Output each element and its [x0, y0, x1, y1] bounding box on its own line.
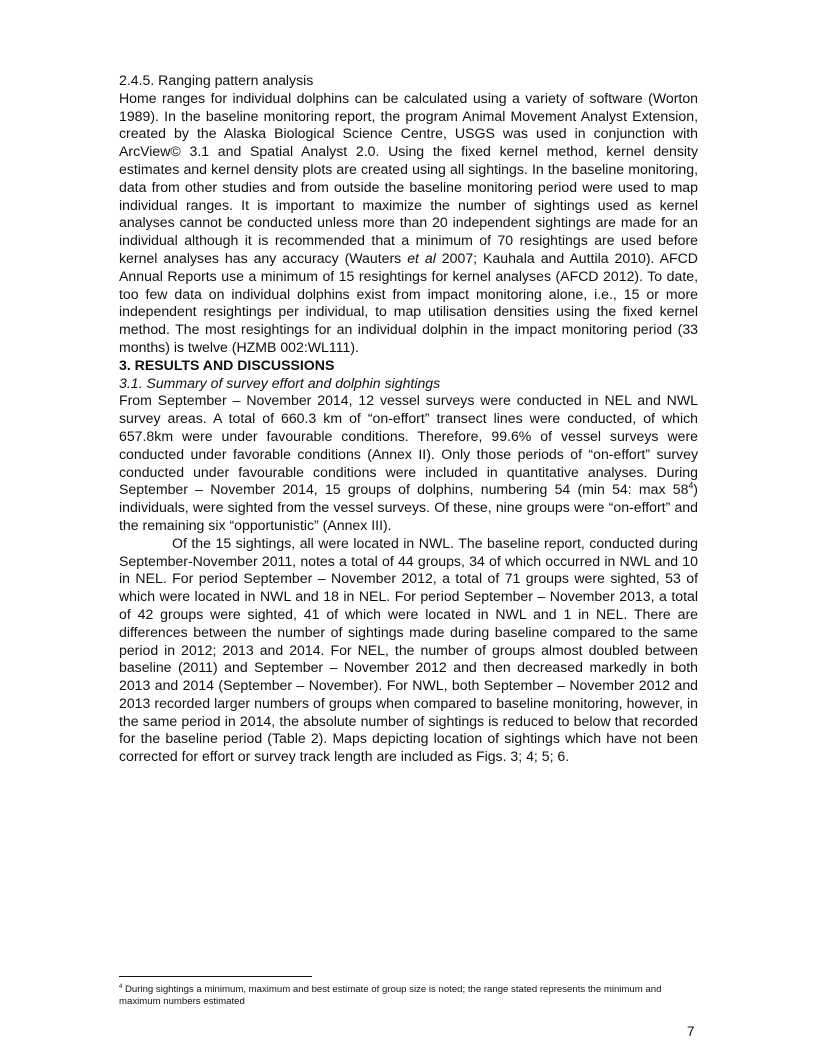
footnote-marker: 4: [119, 983, 123, 990]
paragraph-text: Home ranges for individual dolphins can be calculated using a variety of software (Worton 1989). In the baseline monitoring report, the program Animal Movement Analyst Extension, created by the Alaska Biological Science Centre, USGS was used in conjunction with ArcView© 3.1 and Spatial Analyst 2.0. Using the fixed kernel method, kernel density estimates and kernel density plots are created using all sightings. In the baseline monitoring, data from other studies and from outside the baseline monitoring period were used to map individual ranges. It is important to maximize the number of sightings used as kernel analyses cannot be conducted unless more than 20 independent sightings are made for an individual although it is recommended that a minimum of 70 resightings are used before kernel analyses has any accuracy (Wauters: [119, 89, 698, 266]
paragraph-ranging-analysis: [119, 90, 698, 357]
paragraph-text: ) individuals, were sighted from the vessel surveys. Of these, nine groups were “on-effort” and the remaining six “opportunistic” (Annex III).: [119, 481, 698, 533]
footnote: [119, 984, 698, 1008]
footnote-text: During sightings a minimum, maximum and best estimate of group size is noted; the range stated represents the minimum and maximum numbers estimated: [119, 984, 662, 1007]
paragraph-sightings-comparison: Of the 15 sightings, all were located in NWL. The baseline report, conducted during September-November 2011, notes a total of 44 groups, 34 of which occurred in NWL and 10 in NEL. For period September – November 2012, a total of 71 groups were sighted, 53 of which were located in NWL and 18 in NEL. For period September – November 2013, a total of 42 groups were sighted, 41 of which were located in NWL and 1 in NEL. There are differences between the number of sightings made during baseline compared to the same period in 2012; 2013 and 2014. For NEL, the number of groups almost doubled between baseline (2011) and September – November 2012 and then decreased markedly in both 2013 and 2014 (September – November). For NWL, both September – November 2012 and 2013 recorded larger numbers of groups when compared to baseline monitoring, however, in the same period in 2014, the absolute number of sightings is reduced to below that recorded for the baseline period (Table 2). Maps depicting location of sightings which have not been corrected for effort or survey track length are included as Figs. 3; 4; 5; 6.: [119, 534, 698, 765]
section-heading-results: 3. RESULTS AND DISCUSSIONS: [119, 356, 335, 373]
section-heading-ranging: 2.4.5. Ranging pattern analysis: [119, 72, 314, 88]
paragraph-survey-effort: [119, 392, 698, 534]
page-number: 7: [687, 1024, 695, 1039]
footnote-reference: 4: [688, 480, 694, 491]
footnote-divider: [119, 976, 312, 977]
paragraph-text: From September – November 2014, 12 vessel surveys were conducted in NEL and NWL survey areas. A total of 660.3 km of “on-effort” transect lines were conducted, of which 657.8km were under favourable conditions. Therefore, 99.6% of vessel surveys were conducted under favorable conditions (Annex II). Only those periods of “on-effort” survey conducted under favourable conditions were included in quantitative analyses. During September – November 2014, 15 groups of dolphins, numbering 54 (min 54: max 58: [119, 392, 698, 498]
body-text: [119, 72, 698, 766]
paragraph-text: 2007; Kauhala and Auttila 2010). AFCD Annual Reports use a minimum of 15 resightings for kernel analyses (AFCD 2012). To date, too few data on individual dolphins exist from impact monitoring alone, i.e., 15 or more independent resightings per individual, to map utilisation densities using the fixed kernel method. The most resightings for an individual dolphin in the impact monitoring period (33 months) is twelve (HZMB 002:WL111).: [119, 249, 698, 355]
citation-et-al: et al: [407, 249, 436, 266]
subsection-heading-survey-effort: 3.1. Summary of survey effort and dolphin sightings: [119, 374, 441, 391]
